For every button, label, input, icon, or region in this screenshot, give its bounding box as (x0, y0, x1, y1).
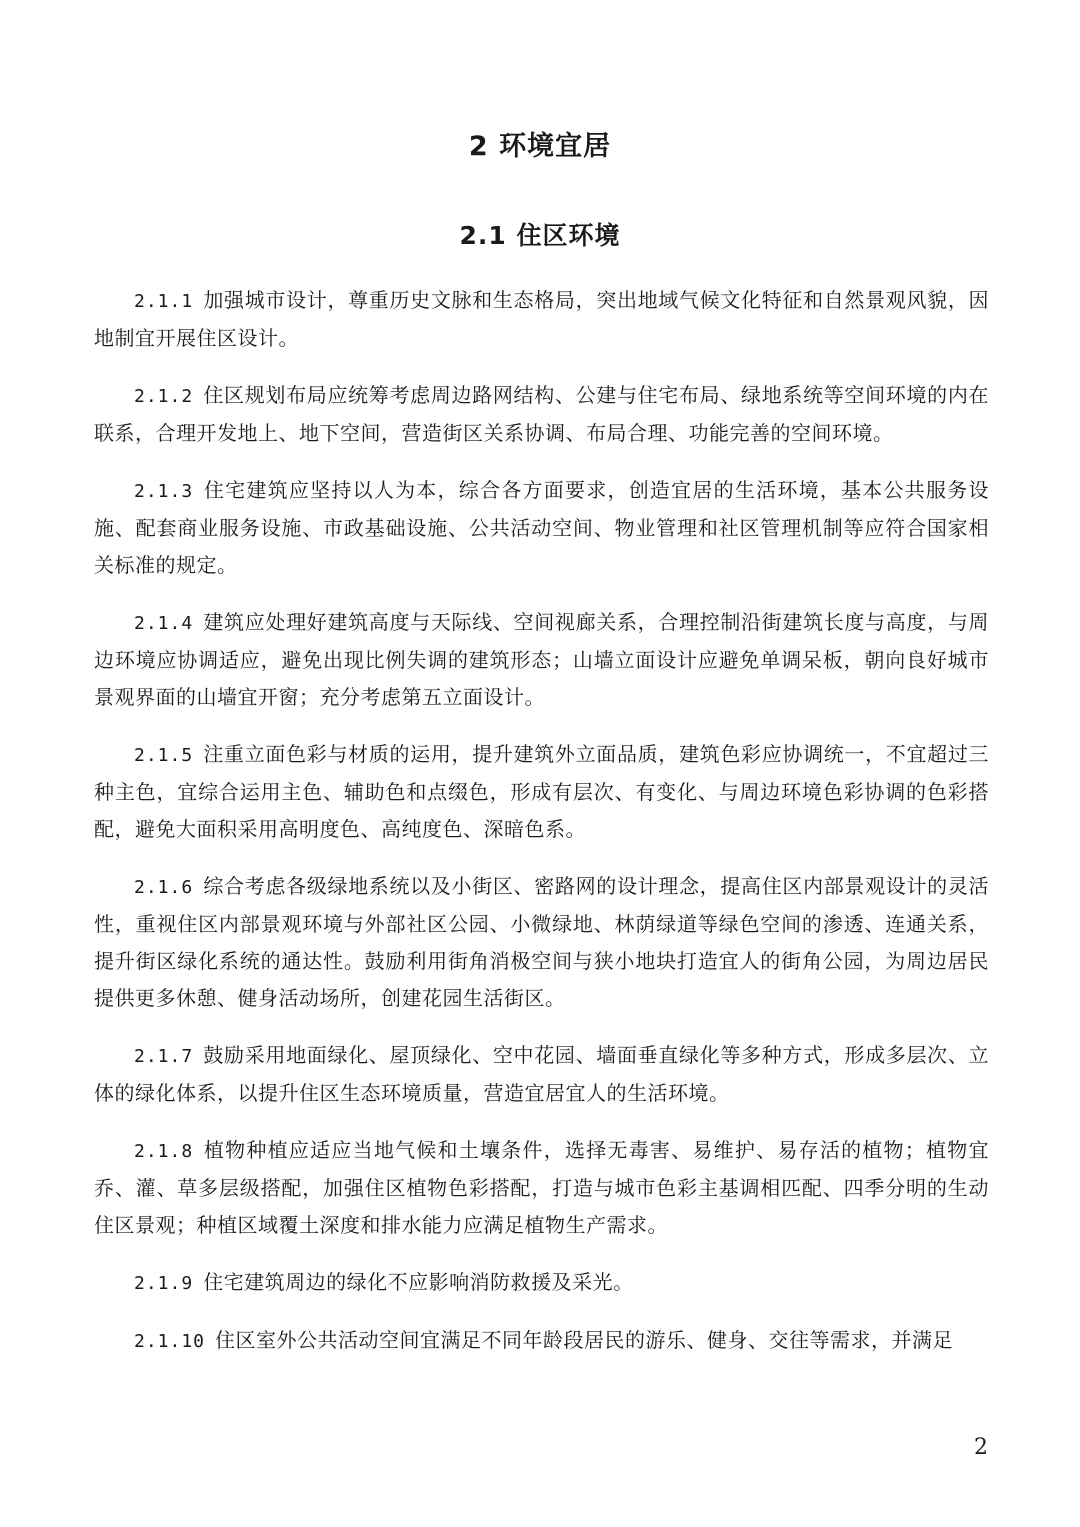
clause-number: 2.1.6 (134, 877, 194, 898)
clause-number: 2.1.9 (134, 1273, 194, 1294)
clause-text: 鼓励采用地面绿化、屋顶绿化、空中花园、墙面垂直绿化等多种方式，形成多层次、立体的绿化体系，以提升住区生态环境质量，营造宜居宜人的生活环境。 (94, 1043, 989, 1105)
clause-text: 植物种植应适应当地气候和土壤条件，选择无毒害、易维护、易存活的植物；植物宜乔、灌、草多层级搭配，加强住区植物色彩搭配，打造与城市色彩主基调相匹配、四季分明的生动住区景观；种植区域覆土深度和排水能力应满足植物生产需求。 (94, 1138, 989, 1237)
clause-text: 加强城市设计，尊重历史文脉和生态格局，突出地域气候文化特征和自然景观风貌，因地制宜开展住区设计。 (94, 288, 989, 350)
clause-number: 2.1.2 (134, 386, 194, 407)
chapter-title: 2 环境宜居 (468, 131, 612, 162)
clause-number: 2.1.3 (134, 481, 194, 502)
section-title: 2.1 住区环境 (459, 221, 621, 250)
clause-2-1-6 (94, 868, 989, 1017)
clause-number: 2.1.4 (134, 613, 194, 634)
clause-2-1-3 (94, 472, 989, 584)
clause-text: 住区室外公共活动空间宜满足不同年龄段居民的游乐、健身、交往等需求，并满足 (215, 1328, 954, 1352)
clause-number: 2.1.5 (134, 745, 194, 766)
clause-2-1-2 (94, 377, 989, 452)
clause-text: 注重立面色彩与材质的运用，提升建筑外立面品质，建筑色彩应协调统一，不宜超过三种主色，宜综合运用主色、辅助色和点缀色，形成有层次、有变化、与周边环境色彩协调的色彩搭配，避免大面积采用高明度色、高纯度色、深暗色系。 (94, 742, 989, 841)
clause-number: 2.1.1 (134, 291, 194, 312)
clause-2-1-8 (94, 1132, 989, 1244)
page-number: 2 (974, 1435, 988, 1460)
clause-text: 住宅建筑周边的绿化不应影响消防救援及采光。 (203, 1270, 634, 1294)
clause-2-1-9 (94, 1264, 989, 1302)
clause-2-1-4 (94, 604, 989, 716)
clause-2-1-10 (94, 1322, 989, 1360)
clause-2-1-5 (94, 736, 989, 848)
clause-text: 住区规划布局应统筹考虑周边路网结构、公建与住宅布局、绿地系统等空间环境的内在联系，合理开发地上、地下空间，营造街区关系协调、布局合理、功能完善的空间环境。 (94, 383, 989, 445)
clause-list (94, 282, 989, 1380)
clause-text: 住宅建筑应坚持以人为本，综合各方面要求，创造宜居的生活环境，基本公共服务设施、配套商业服务设施、市政基础设施、公共活动空间、物业管理和社区管理机制等应符合国家相关标准的规定。 (94, 478, 989, 577)
clause-number: 2.1.7 (134, 1046, 194, 1067)
clause-text: 建筑应处理好建筑高度与天际线、空间视廊关系，合理控制沿街建筑长度与高度，与周边环境应协调适应，避免出现比例失调的建筑形态；山墙立面设计应避免单调呆板，朝向良好城市景观界面的山墙宜开窗；充分考虑第五立面设计。 (94, 610, 989, 709)
clause-number: 2.1.10 (134, 1331, 206, 1352)
clause-number: 2.1.8 (134, 1141, 194, 1162)
clause-2-1-7 (94, 1037, 989, 1112)
clause-text: 综合考虑各级绿地系统以及小街区、密路网的设计理念，提高住区内部景观设计的灵活性，重视住区内部景观环境与外部社区公园、小微绿地、林荫绿道等绿色空间的渗透、连通关系，提升街区绿化系统的通达性。鼓励利用街角消极空间与狭小地块打造宜人的街角公园，为周边居民提供更多休憩、健身活动场所，创建花园生活街区。 (94, 874, 989, 1010)
clause-2-1-1 (94, 282, 989, 357)
